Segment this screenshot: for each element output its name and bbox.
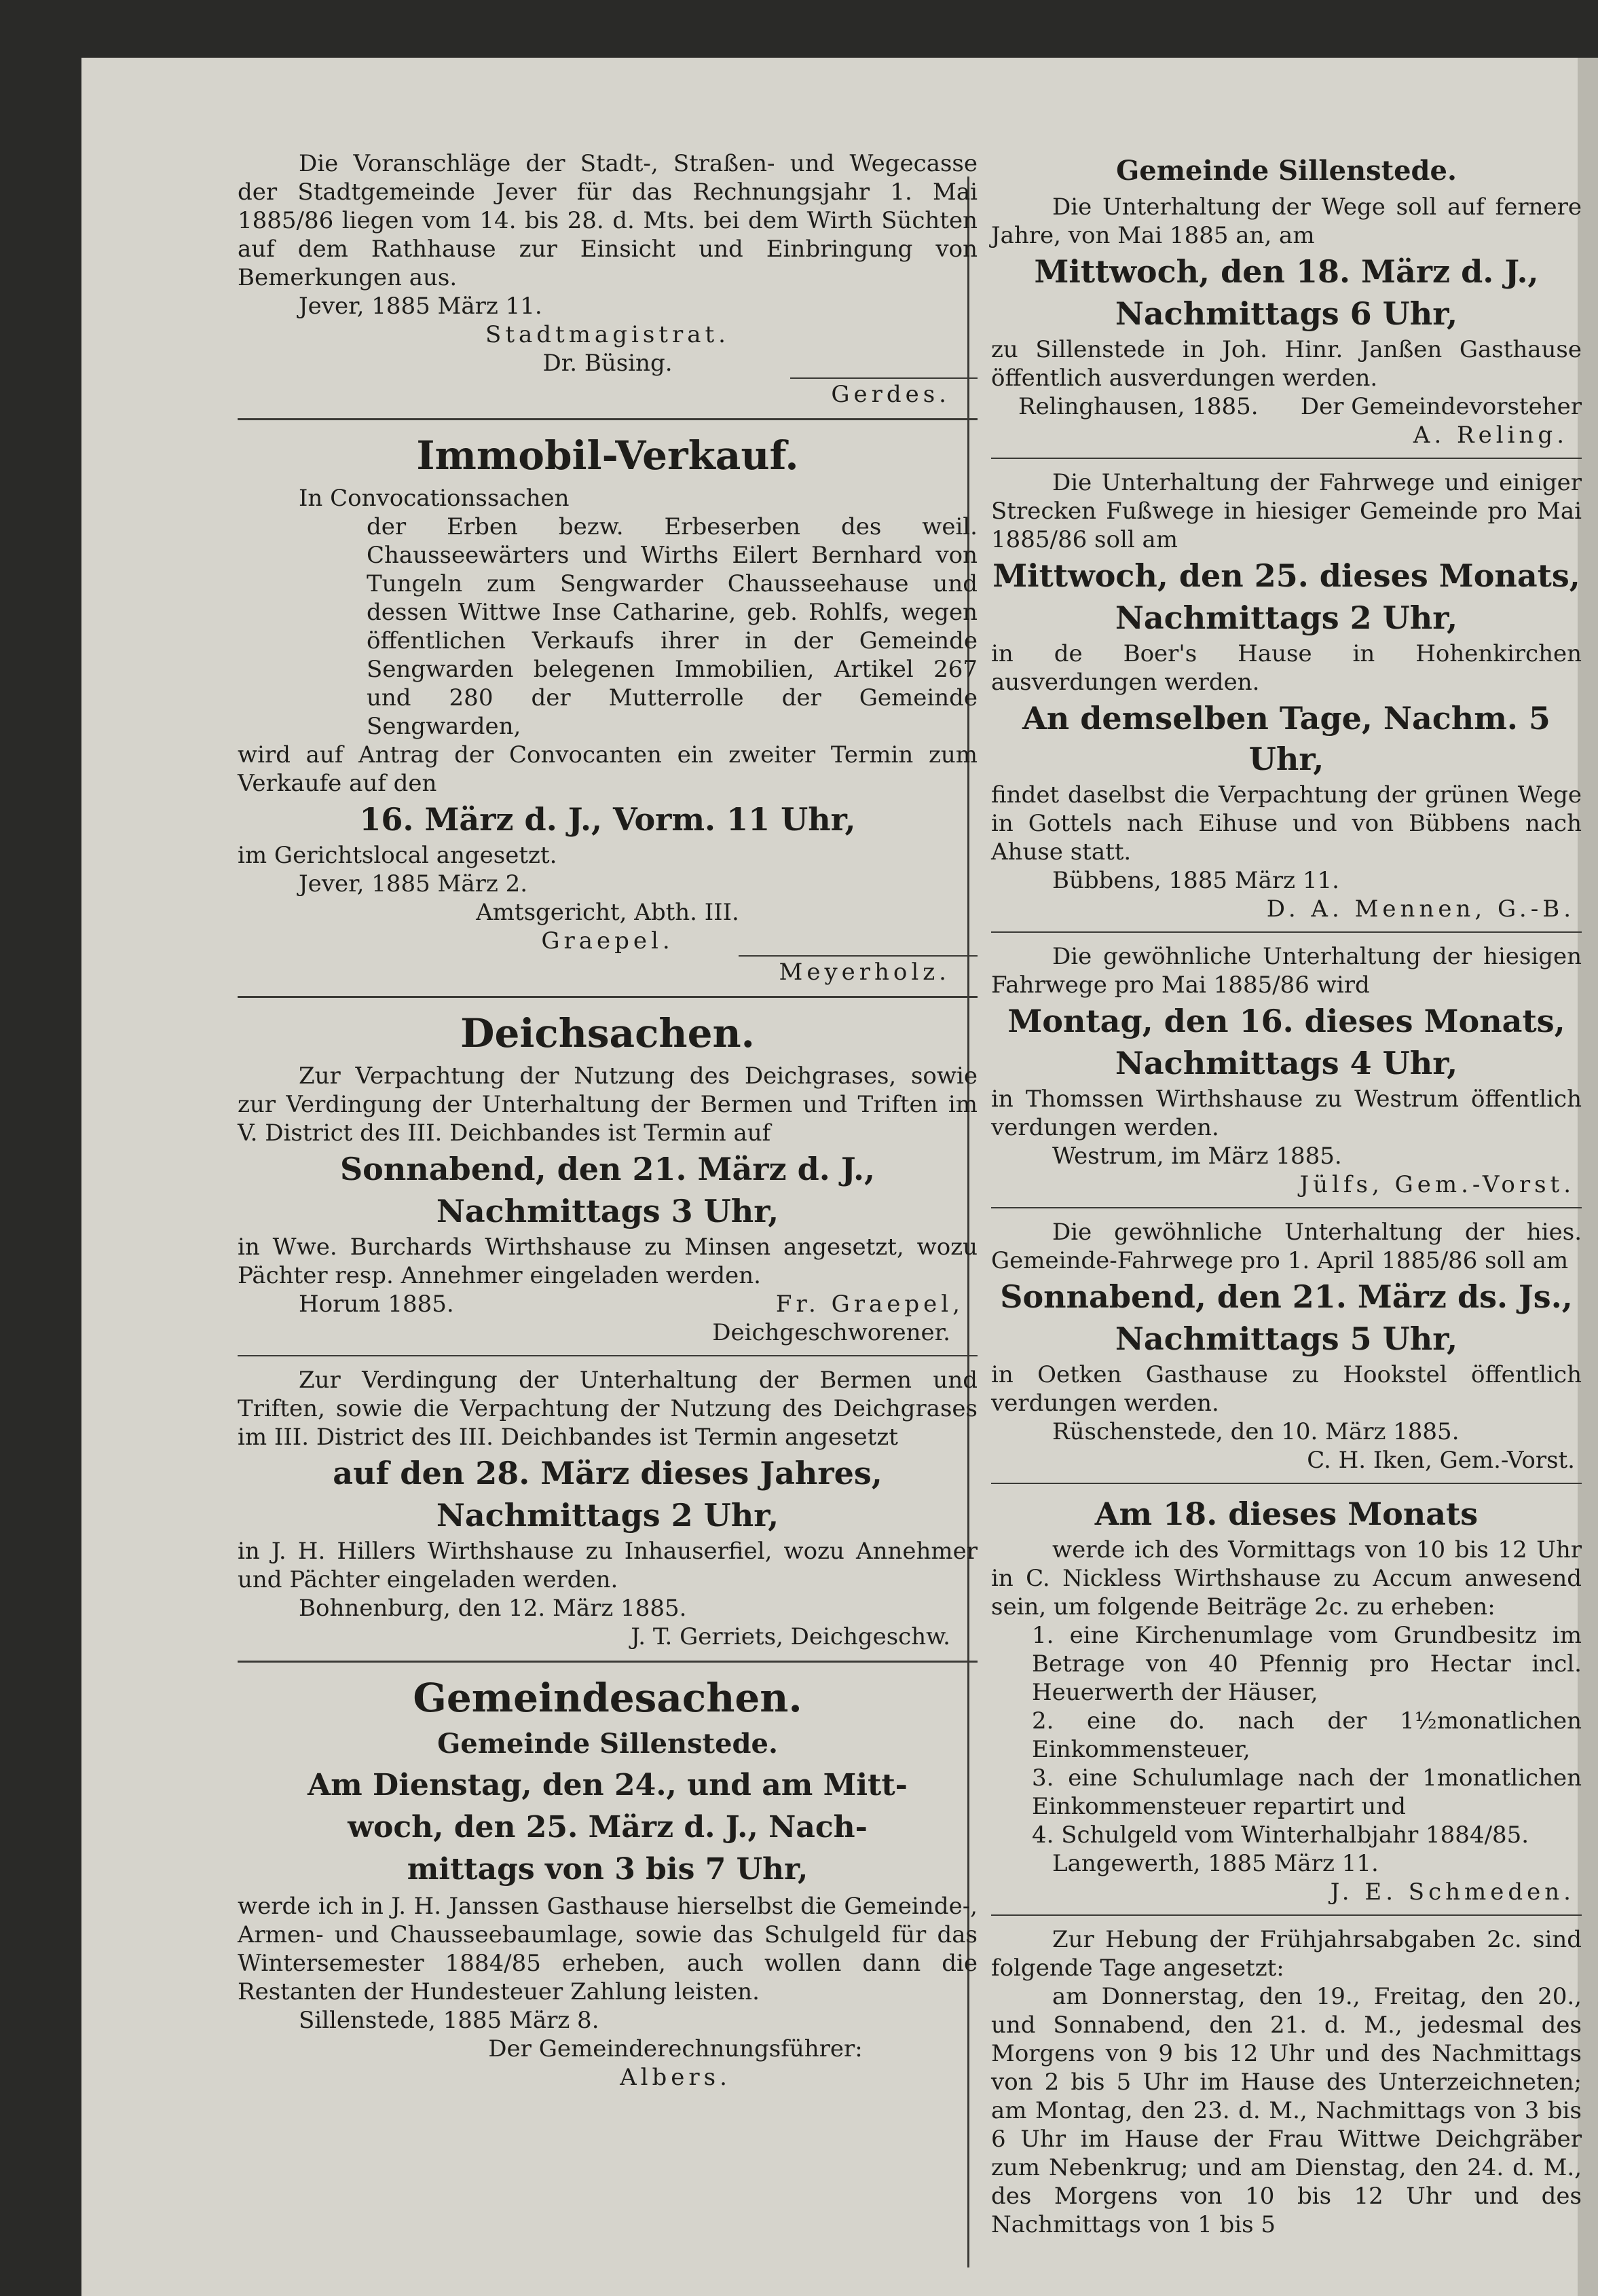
list-item: 1. eine Kirchenumlage vom Grundbesitz im Betrage von 40 Pfennig pro Hectar incl. Heuerwerth der Häuser, bbox=[1032, 1622, 1582, 1706]
notice-date-highlight: Mittwoch, den 18. März d. J., bbox=[1034, 253, 1539, 290]
notice-heading: Deichsachen. bbox=[460, 1010, 755, 1056]
notice-signature: A. Reling. bbox=[1413, 422, 1568, 449]
notice-text-2: in Wwe. Burchards Wirthshause zu Minsen angesetzt, wozu Pächter resp. Annehmer eingeladen werden. bbox=[238, 1234, 978, 1289]
notice-date-highlight-2: woch, den 25. März d. J., Nach- bbox=[348, 1810, 868, 1845]
notice-text: Die Voranschläge der Stadt-, Straßen- und Wegecasse der Stadtgemeinde Jever für das Rechnungsjahr 1. Mai 1885/86 liegen vom 14. bis 28. d. Mts. bei dem Wirth Süchten auf dem Rathhause zur Einsicht und Einbringung von Bemerkungen aus. bbox=[238, 150, 978, 291]
notice-date-highlight: Am 18. dieses Monats bbox=[1094, 1496, 1479, 1532]
notice-deich-2 bbox=[238, 1366, 978, 1651]
section-rule bbox=[991, 1483, 1582, 1484]
notice-footer bbox=[991, 392, 1582, 421]
notice-date: Jever, 1885 März 2. bbox=[299, 870, 528, 897]
notice-date-highlight: Montag, den 16. dieses Monats, bbox=[1007, 1003, 1565, 1039]
list-item: 4. Schulgeld vom Winterhalbjahr 1884/85. bbox=[1032, 1821, 1529, 1849]
notice-signature: C. H. Iken, Gem.-Vorst. bbox=[1307, 1447, 1575, 1474]
notice-intro: In Convocationssachen bbox=[299, 485, 570, 512]
notice-date: Relinghausen, 1885. bbox=[1018, 393, 1259, 420]
notice-time-highlight: Nachmittags 3 Uhr, bbox=[436, 1193, 779, 1229]
notice-clerk: Meyerholz. bbox=[739, 955, 978, 986]
notice-text-2: in J. H. Hillers Wirthshause zu Inhauserfiel, wozu Annehmer und Pächter eingeladen werden. bbox=[238, 1538, 978, 1593]
notice-fahrwege-hohenkirchen bbox=[991, 468, 1582, 923]
notice-text: Die gewöhnliche Unterhaltung der hies. Gemeinde-Fahrwege pro 1. April 1885/86 soll am bbox=[991, 1219, 1582, 1274]
notice-text-2: in de Boer's Hause in Hohenkirchen ausverdungen werden. bbox=[991, 640, 1582, 696]
section-rule bbox=[991, 931, 1582, 933]
notice-date-highlight-2: An demselben Tage, Nachm. 5 Uhr, bbox=[1022, 700, 1550, 777]
notice-org: Stadtmagistrat. bbox=[485, 321, 730, 348]
notice-signature: J. E. Schmeden. bbox=[1330, 1878, 1575, 1906]
notice-text: Die gewöhnliche Unterhaltung der hiesigen Fahrwege pro Mai 1885/86 wird bbox=[991, 943, 1582, 999]
notice-gemeinde bbox=[238, 1673, 978, 2092]
notice-text: Zur Verpachtung der Nutzung des Deichgrases, sowie zur Verdingung der Unterhaltung der Bermen und Triften im V. District des III. Deichbandes ist Termin auf bbox=[238, 1062, 978, 1147]
notice-clerk-line bbox=[238, 377, 978, 409]
notice-signature: D. A. Mennen, G.-B. bbox=[1266, 895, 1575, 923]
notice-date: Jever, 1885 März 11. bbox=[299, 293, 542, 320]
notice-text-3: findet daselbst die Verpachtung der grünen Wege in Gottels nach Eihuse und von Bübbens nach Ahuse statt. bbox=[991, 781, 1582, 866]
notice-text: Die Unterhaltung der Fahrwege und einiger Strecken Fußwege in hiesiger Gemeinde pro Mai 1885/86 soll am bbox=[991, 469, 1582, 553]
notice-date: Bohnenburg, den 12. März 1885. bbox=[299, 1595, 687, 1622]
notice-role: Deichgeschworener. bbox=[712, 1319, 950, 1346]
notice-text-2: zu Sillenstede in Joh. Hinr. Janßen Gasthause öffentlich ausverdungen werden. bbox=[991, 336, 1582, 392]
notice-text-2: am Donnerstag, den 19., Freitag, den 20., und Sonnabend, den 21. d. M., jedesmal des Morgens von 9 bis 12 Uhr und des Nachmittags von 2 bis 5 Uhr im Hause des Unterzeichneten; am Montag, den 23. d. M., Nachmittags von 3 bis 6 Uhr im Hause der Frau Wittwe Deichgräber zum Nebenkrug; und am Dienstag, den 24. d. M., des Morgens von 10 bis 12 Uhr und des Nachmittags von 1 bis 5 bbox=[991, 1983, 1582, 2238]
notice-subheading: Gemeinde Sillenstede. bbox=[437, 1728, 778, 1760]
notice-signature: Fr. Graepel, bbox=[775, 1291, 964, 1318]
notice-fahrwege-westrum bbox=[991, 942, 1582, 1199]
notice-date: Sillenstede, 1885 März 8. bbox=[299, 2007, 599, 2034]
notice-signature: Graepel. bbox=[541, 927, 674, 955]
notice-deich-1 bbox=[238, 1009, 978, 1347]
newspaper-page bbox=[81, 58, 1598, 2296]
notice-clerk-line bbox=[238, 955, 978, 986]
notice-beitraege-accum bbox=[991, 1494, 1582, 1906]
section-rule bbox=[238, 1355, 978, 1356]
notice-footer bbox=[238, 1290, 978, 1318]
section-rule bbox=[238, 996, 978, 998]
notice-signature: J. T. Gerriets, Deichgeschw. bbox=[631, 1623, 950, 1650]
notice-org: Amtsgericht, Abth. III. bbox=[476, 899, 739, 926]
notice-time-highlight: Nachmittags 4 Uhr, bbox=[1115, 1045, 1458, 1081]
notice-wege-sillenstede bbox=[991, 153, 1582, 449]
notice-date-highlight: Sonnabend, den 21. März d. J., bbox=[339, 1151, 876, 1187]
notice-signature: Jülfs, Gem.-Vorst. bbox=[1299, 1171, 1575, 1198]
notice-time-highlight: mittags von 3 bis 7 Uhr, bbox=[407, 1852, 809, 1887]
notice-fahrwege-hookstel bbox=[991, 1218, 1582, 1475]
notice-place: Horum 1885. bbox=[299, 1291, 454, 1318]
notice-text: Zur Verdingung der Unterhaltung der Bermen und Triften, sowie die Verpachtung der Nutzung des Deichgrases im III. District des III. Deichbandes ist Termin angesetzt bbox=[238, 1367, 978, 1451]
notice-time-highlight: Nachmittags 5 Uhr, bbox=[1115, 1320, 1458, 1357]
notice-date: Rüschenstede, den 10. März 1885. bbox=[1052, 1418, 1460, 1445]
notice-item-list bbox=[991, 1621, 1582, 1849]
notice-date-highlight: 16. März d. J., Vorm. 11 Uhr, bbox=[359, 801, 856, 838]
notice-date: Bübbens, 1885 März 11. bbox=[1052, 867, 1339, 894]
notice-heading: Immobil-Verkauf. bbox=[416, 432, 799, 479]
notice-text-2: in Thomssen Wirthshause zu Westrum öffentlich verdungen werden. bbox=[991, 1086, 1582, 1141]
notice-heading: Gemeindesachen. bbox=[413, 1675, 802, 1721]
notice-date-highlight: auf den 28. März dieses Jahres, bbox=[333, 1455, 882, 1492]
section-rule bbox=[991, 1914, 1582, 1916]
list-item: 3. eine Schulumlage nach der 1monatlichen Einkommensteuer repartirt und bbox=[1032, 1764, 1582, 1820]
notice-clerk: Gerdes. bbox=[790, 377, 978, 409]
notice-time-highlight: Nachmittags 2 Uhr, bbox=[436, 1497, 779, 1534]
notice-text: der Erben bezw. Erbeserben des weil. Chausseewärters und Wirths Eilert Bernhard von Tungeln zum Sengwarder Chausseehause und dessen Wittwe Inse Catharine, geb. Rohlfs, wegen öffentlichen Verkaufs ihrer in der Gemeinde Sengwarden belegenen Immobilien, Artikel 267 und 280 der Mutterrolle der Gemeinde Sengwarden, bbox=[367, 513, 978, 740]
notice-text-2: in Oetken Gasthause zu Hookstel öffentlich verdungen werden. bbox=[991, 1361, 1582, 1417]
notice-date: Langewerth, 1885 März 11. bbox=[1052, 1850, 1379, 1877]
notice-fruehjahrsabgaben bbox=[991, 1925, 1582, 2239]
notice-text-2: wird auf Antrag der Convocanten ein zweiter Termin zum Verkaufe auf den bbox=[238, 741, 978, 797]
notice-subheading: Gemeinde Sillenstede. bbox=[1116, 155, 1457, 187]
section-rule bbox=[991, 1207, 1582, 1208]
notice-date-highlight: Am Dienstag, den 24., und am Mitt- bbox=[308, 1768, 908, 1802]
notice-signature: Albers. bbox=[620, 2064, 731, 2091]
notice-budget bbox=[238, 149, 978, 409]
notice-text: werde ich des Vormittags von 10 bis 12 Uhr in C. Nickless Wirthshause zu Accum anwesend sein, um folgende Beiträge 2c. zu erheben: bbox=[991, 1536, 1582, 1621]
notice-text: werde ich in J. H. Janssen Gasthause hierselbst die Gemeinde-, Armen- und Chausseebaumlage, sowie das Schulgeld für das Wintersemester 1884/85 erheben, auch wollen dann die Restanten der Hundesteuer Zahlung leisten. bbox=[238, 1893, 978, 2005]
notice-date-highlight: Mittwoch, den 25. dieses Monats, bbox=[992, 557, 1580, 594]
list-item: 2. eine do. nach der 1½monatlichen Einkommensteuer, bbox=[1032, 1707, 1582, 1763]
section-rule bbox=[238, 1661, 978, 1663]
section-rule bbox=[238, 418, 978, 420]
notice-time-highlight: Nachmittags 2 Uhr, bbox=[1115, 599, 1458, 636]
notice-text: Die Unterhaltung der Wege soll auf fernere Jahre, von Mai 1885 an, am bbox=[991, 193, 1582, 249]
notice-text-3: im Gerichtslocal angesetzt. bbox=[238, 842, 557, 869]
notice-immobil bbox=[238, 431, 978, 986]
notice-signature: Dr. Büsing. bbox=[542, 350, 673, 377]
notice-time-highlight: Nachmittags 6 Uhr, bbox=[1115, 295, 1458, 332]
notice-role: Der Gemeindevorsteher bbox=[1300, 393, 1582, 420]
right-column bbox=[991, 149, 1582, 2239]
notice-role: Der Gemeinderechnungsführer: bbox=[488, 2035, 863, 2062]
notice-text: Zur Hebung der Frühjahrsabgaben 2c. sind folgende Tage angesetzt: bbox=[991, 1926, 1582, 1982]
section-rule bbox=[991, 458, 1582, 459]
left-column bbox=[238, 149, 978, 2092]
notice-date: Westrum, im März 1885. bbox=[1052, 1143, 1342, 1170]
notice-date-highlight: Sonnabend, den 21. März ds. Js., bbox=[1000, 1278, 1573, 1315]
